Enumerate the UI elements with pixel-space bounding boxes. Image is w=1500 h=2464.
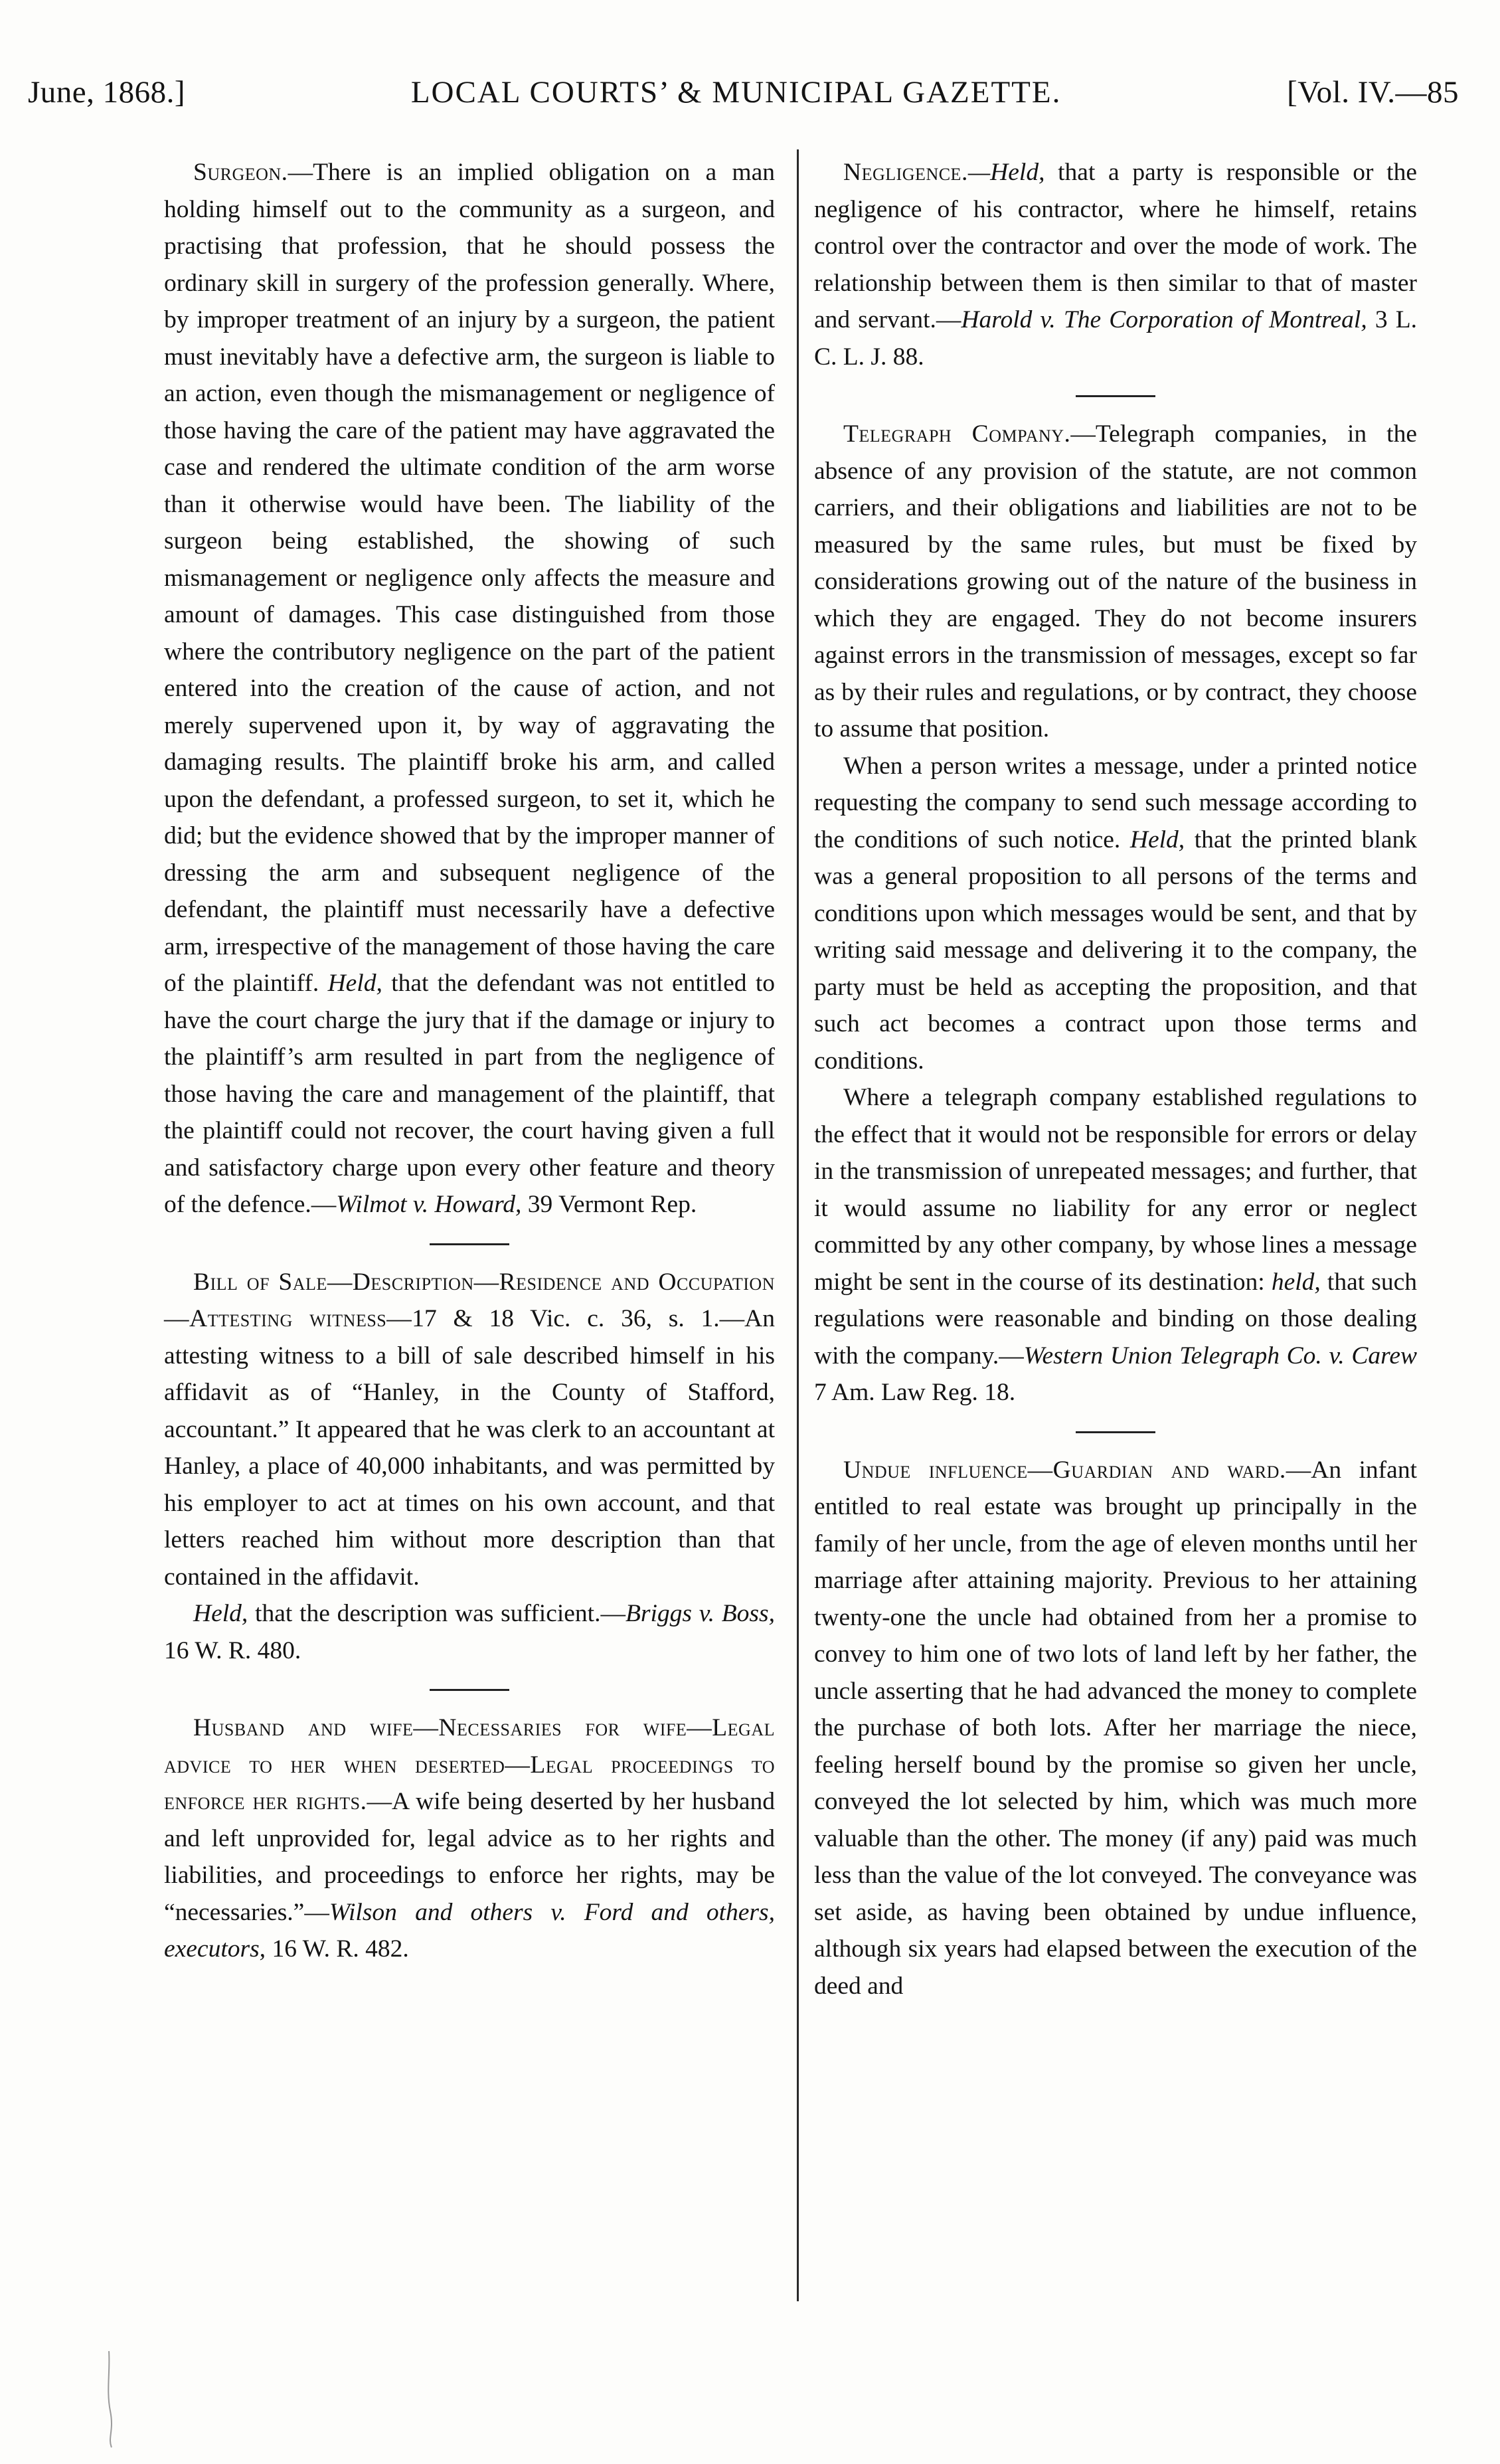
entry-negligence [814,154,1417,375]
entry-text: When a person writes a message, under a printed notice requesting the company to send such message according to the conditions of such notice. [814,752,1417,853]
right-column [814,154,1417,2004]
entry-bill-of-sale [164,1264,775,1596]
held-label: held, [1271,1268,1321,1296]
held-label: Held, [193,1600,248,1627]
section-separator [430,1243,509,1245]
case-name: Western Union Telegraph Co. v. Carew [1023,1342,1417,1369]
case-name: Wilson and others v. Ford and others, executors, [164,1898,775,1963]
header-title: LOCAL COURTS’ & MUNICIPAL GAZETTE. [410,75,1062,110]
case-name: Harold v. The Corporation of Montreal, [961,306,1367,333]
entry-husband-wife [164,1710,775,1968]
entry-text: —An infant entitled to real estate was brought up principally in the family of her uncle, from the age of eleven months until her marriage after attaining majority. Previous to her attaining twenty-one the uncle had obtained from her a promise to convey to him one of two lots of land left by her father, the uncle asserting that he had advanced the money to complete the purchase of both lots. After her marriage the niece, feeling herself bound by the promise so given her uncle, conveyed the lot selected by him, which was much more valuable than the other. The money (if any) paid was much less than the value of the lot conveyed. The conveyance was set aside, as having been obtained by undue influence, although six years had elapsed between the execution of the deed and [814,1456,1417,2000]
entry-head: Husband and wife—Necessaries for wife—Legal advice to her when deserted—Legal proceedings to enforce her rights. [164,1714,775,1815]
section-separator [430,1689,509,1691]
entry-text: that a party is responsible or the negligence of his contractor, where he himself, retains control over the contractor and over the mode of work. The relationship between them is then similar to that of master and servant.— [814,159,1417,333]
entry-text: —A wife being deserted by her husband and left unprovided for, legal advice as to her rights and liabilities, and proceedings to enforce her rights, may be “necessaries.”— [164,1788,775,1926]
entry-text-cont: that the description was sufficient.— [248,1600,625,1627]
entry-telegraph-para2 [814,748,1417,1080]
entry-text-cont: that the defendant was not entitled to have the court charge the jury that if the damage or injury to the plaintiff’s arm resulted in part from the negligence of those having the care and management of the plaintiff, that the plaintiff could not recover, the court having given a full and satisfactory charge upon every other feature and theory of the defence.— [164,970,775,1218]
entry-text: —Telegraph companies, in the absence of any provision of the statute, are not common carriers, and their obligations and liabilities are not to be measured by the same rules, but must be fixed by considerations growing out of the nature of the business in which they are engaged. They do not become insurers against errors in the transmission of messages, except so far as by their rules and regulations, or by contract, they choose to assume that position. [814,420,1417,743]
case-name: Wilmot v. Howard, [336,1191,522,1218]
entry-text: 17 & 18 Vic. c. 36, s. 1.—An attesting witness to a bill of sale described himself in his affidavit as of “Hanley, in the County of Stafford, accountant.” It appeared that he was clerk to an accountant at Hanley, a place of 40,000 inhabitants, and was permitted by his employer to act at times on his own account, and that letters reached him without more description than that contained in the affidavit. [164,1305,775,1591]
section-separator [1076,395,1155,397]
entry-text-cont: that such regulations were reasonable and binding on those dealing with the company.— [814,1268,1417,1369]
case-citation: 39 Vermont Rep. [521,1191,697,1218]
entry-undue-influence [814,1452,1417,2005]
running-header [28,74,1459,110]
case-name: Briggs v. Boss, [625,1600,775,1627]
case-citation: 7 Am. Law Reg. 18. [814,1379,1016,1406]
header-date: June, 1868.] [28,75,186,110]
case-citation: 16 W. R. 480. [164,1636,301,1664]
entry-surgeon [164,154,775,1223]
entry-telegraph-para3 [814,1079,1417,1411]
entry-bill-of-sale-held [164,1595,775,1669]
ink-speck-mark [101,2344,121,2451]
held-label: Held, [327,970,382,997]
entry-head: Surgeon. [193,159,288,186]
case-citation: 3 L. C. L. J. 88. [814,306,1417,371]
left-column [164,154,775,1968]
entry-telegraph [814,416,1417,748]
held-label: Held, [1129,826,1185,853]
entry-text: Where a telegraph company established regulations to the effect that it would not be responsible for errors or delay in the transmission of unrepeated messages; and further, that it would assume no liability for any error or neglect committed by any other company, by whose lines a message might be sent in the course of its destination: [814,1084,1417,1296]
case-citation: 16 W. R. 482. [266,1935,409,1963]
column-divider [797,149,799,2301]
entry-head: Undue influence—Guardian and ward. [843,1456,1286,1484]
entry-head: Bill of Sale—Description—Residence and Occupation—Attesting witness— [164,1268,775,1332]
entry-text: —There is an implied obligation on a man holding himself out to the community as a surgeon, and practising that profession, that he should possess the ordinary skill in surgery of the profession generally. Where, by improper treatment of an injury by a surgeon, the patient must inevitably have a defective arm, the surgeon is liable to an action, even though the mismanagement or negligence of those having the care of the patient may have aggravated the case and rendered the ultimate condition of the arm worse than it otherwise would have been. The liability of the surgeon being established, the showing of such mismanagement or negligence only affects the measure and amount of damages. This case distinguished from those where the contributory negligence on the part of the patient entered into the creation of the cause of action, and not merely supervened upon it, by way of aggravating the damaging results. The plaintiff broke his arm, and called upon the defendant, a professed surgeon, to set it, which he did; but the evidence showed that by the improper manner of dressing the arm and subsequent negligence of the defendant, the plaintiff must necessarily have a defective arm, irrespective of the management of those having the care of the plaintiff. [164,159,775,997]
header-volume: [Vol. IV.—85 [1287,75,1459,110]
held-label: —Held, [967,159,1045,186]
entry-text-cont: that the printed blank was a general proposition to all persons of the terms and conditions upon which messages would be sent, and that by writing said message and delivering it to the company, the party must be held as accepting the proposition, and that such act becomes a contract upon those terms and conditions. [814,826,1417,1075]
entry-head: Telegraph Company. [843,420,1071,448]
entry-head: Negligence. [843,159,968,186]
section-separator [1076,1431,1155,1433]
